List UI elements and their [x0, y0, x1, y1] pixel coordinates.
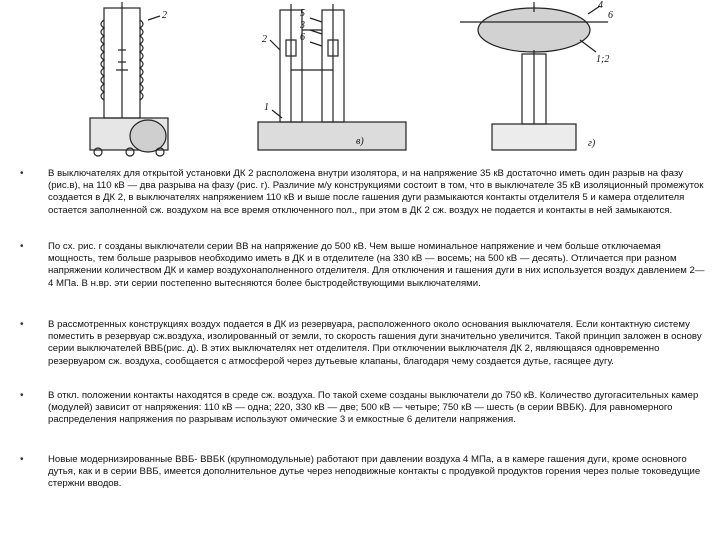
svg-text:1;2: 1;2 [596, 54, 610, 65]
breaker-drawing-c [258, 4, 406, 150]
paragraph-text: Новые модернизированные ВВБ- ВВБК (крупномодульные) работают при давлении воздуха 4 МПа, а в камере гашения дуги, кроме основного дутья, как и в серии ВВБ, имеется дополнительное дутье через неподвижные контакты с продувкой продуктов горения через полые токоведущие стержни вводов. [48, 454, 701, 490]
paragraph-text: По сх. рис. г созданы выключатели серии ВВ на напряжение до 500 кВ. Чем выше номинальное напряжение и чем больше отключаемая мощность, тем больше разрывов необходимо иметь в ДК и в отделителе (на 330 кВ — восемь; на 500 кВ — десять). Отличается при разном напряжении количеством ДК и камер воздухонаполненного отделителя. Для отключения и гашения дуги в них используется воздух давлением 2—4 МПа. В н.вр. эти серии постепенно вытесняются более быстродействующими выключателями. [48, 241, 705, 289]
paragraph-text: В откл. положении контакты находятся в среде сж. воздуха. По такой схеме созданы выключатели до 750 кВ. Количество дугогасительных камер (модулей) зависит от напряжения: 110 кВ — одна; 220, 330 кВ — две; 500 кВ — четыре; 750 кВ — шесть (в серии ВВБК). Для равномерного распределения напряжения по разрывам используют омические 3 и емкостные 6 делители напряжения. [48, 390, 699, 426]
svg-text:3: 3 [300, 20, 305, 31]
bullet-icon: • [20, 241, 24, 252]
svg-text:2: 2 [262, 34, 267, 45]
svg-text:4: 4 [598, 0, 603, 11]
paragraph-text: В рассмотренных конструкциях воздух подается в ДК из резервуара, расположенного около основания выключателя. Если контактную систему поместить в резервуар сж.воздуха, изолированный от земли, то скорость гашения дуги значительно увеличится. Такой принцип заложен в основу серии выключателей ВВБ(рис. д). В этих выключателях нет отделителя. При отключении выключателя ДК 2, являющаяся одновременно резервуаром сж. воздуха, сообщается с атмосферой через дутьевые клапаны, благодаря чему создается дутье, гасящее дугу. [48, 319, 702, 367]
bullet-icon: • [20, 390, 24, 401]
bullet-icon: • [20, 319, 24, 330]
breaker-drawing-b [90, 2, 168, 156]
article-body [0, 168, 720, 538]
paragraph-text: В выключателях для открытой установки ДК 2 расположена внутри изолятора, и на напряжение 35 кВ достаточно иметь один разрыв на фазу (рис.в), на 110 кВ — два разрыва на фазу (рис. г). Различие м/у конструкциями состоит в том, что в выключателе 35 кВ изоляционный промежуток создается в ДК 2, в выключателях напряжением 110 кВ и выше после гашения дуги размыкаются контакты отделителя 5 и камера отделителя остается заполненной сж. воздухом на все время отключенного пол., при этом в ДК 2 сж. воздух не подается и контакты в ней замыкаются. [48, 168, 704, 216]
svg-text:2: 2 [162, 10, 167, 21]
svg-text:1: 1 [264, 102, 269, 113]
svg-text:в): в) [356, 136, 364, 147]
svg-text:6: 6 [300, 32, 305, 43]
bullet-icon: • [20, 168, 24, 179]
bullet-icon: • [20, 454, 24, 465]
breaker-drawing-d [460, 0, 613, 150]
circuit-breaker-figure [60, 0, 660, 162]
svg-text:г): г) [588, 138, 596, 149]
svg-text:5: 5 [300, 8, 305, 19]
svg-text:6: 6 [608, 10, 613, 21]
